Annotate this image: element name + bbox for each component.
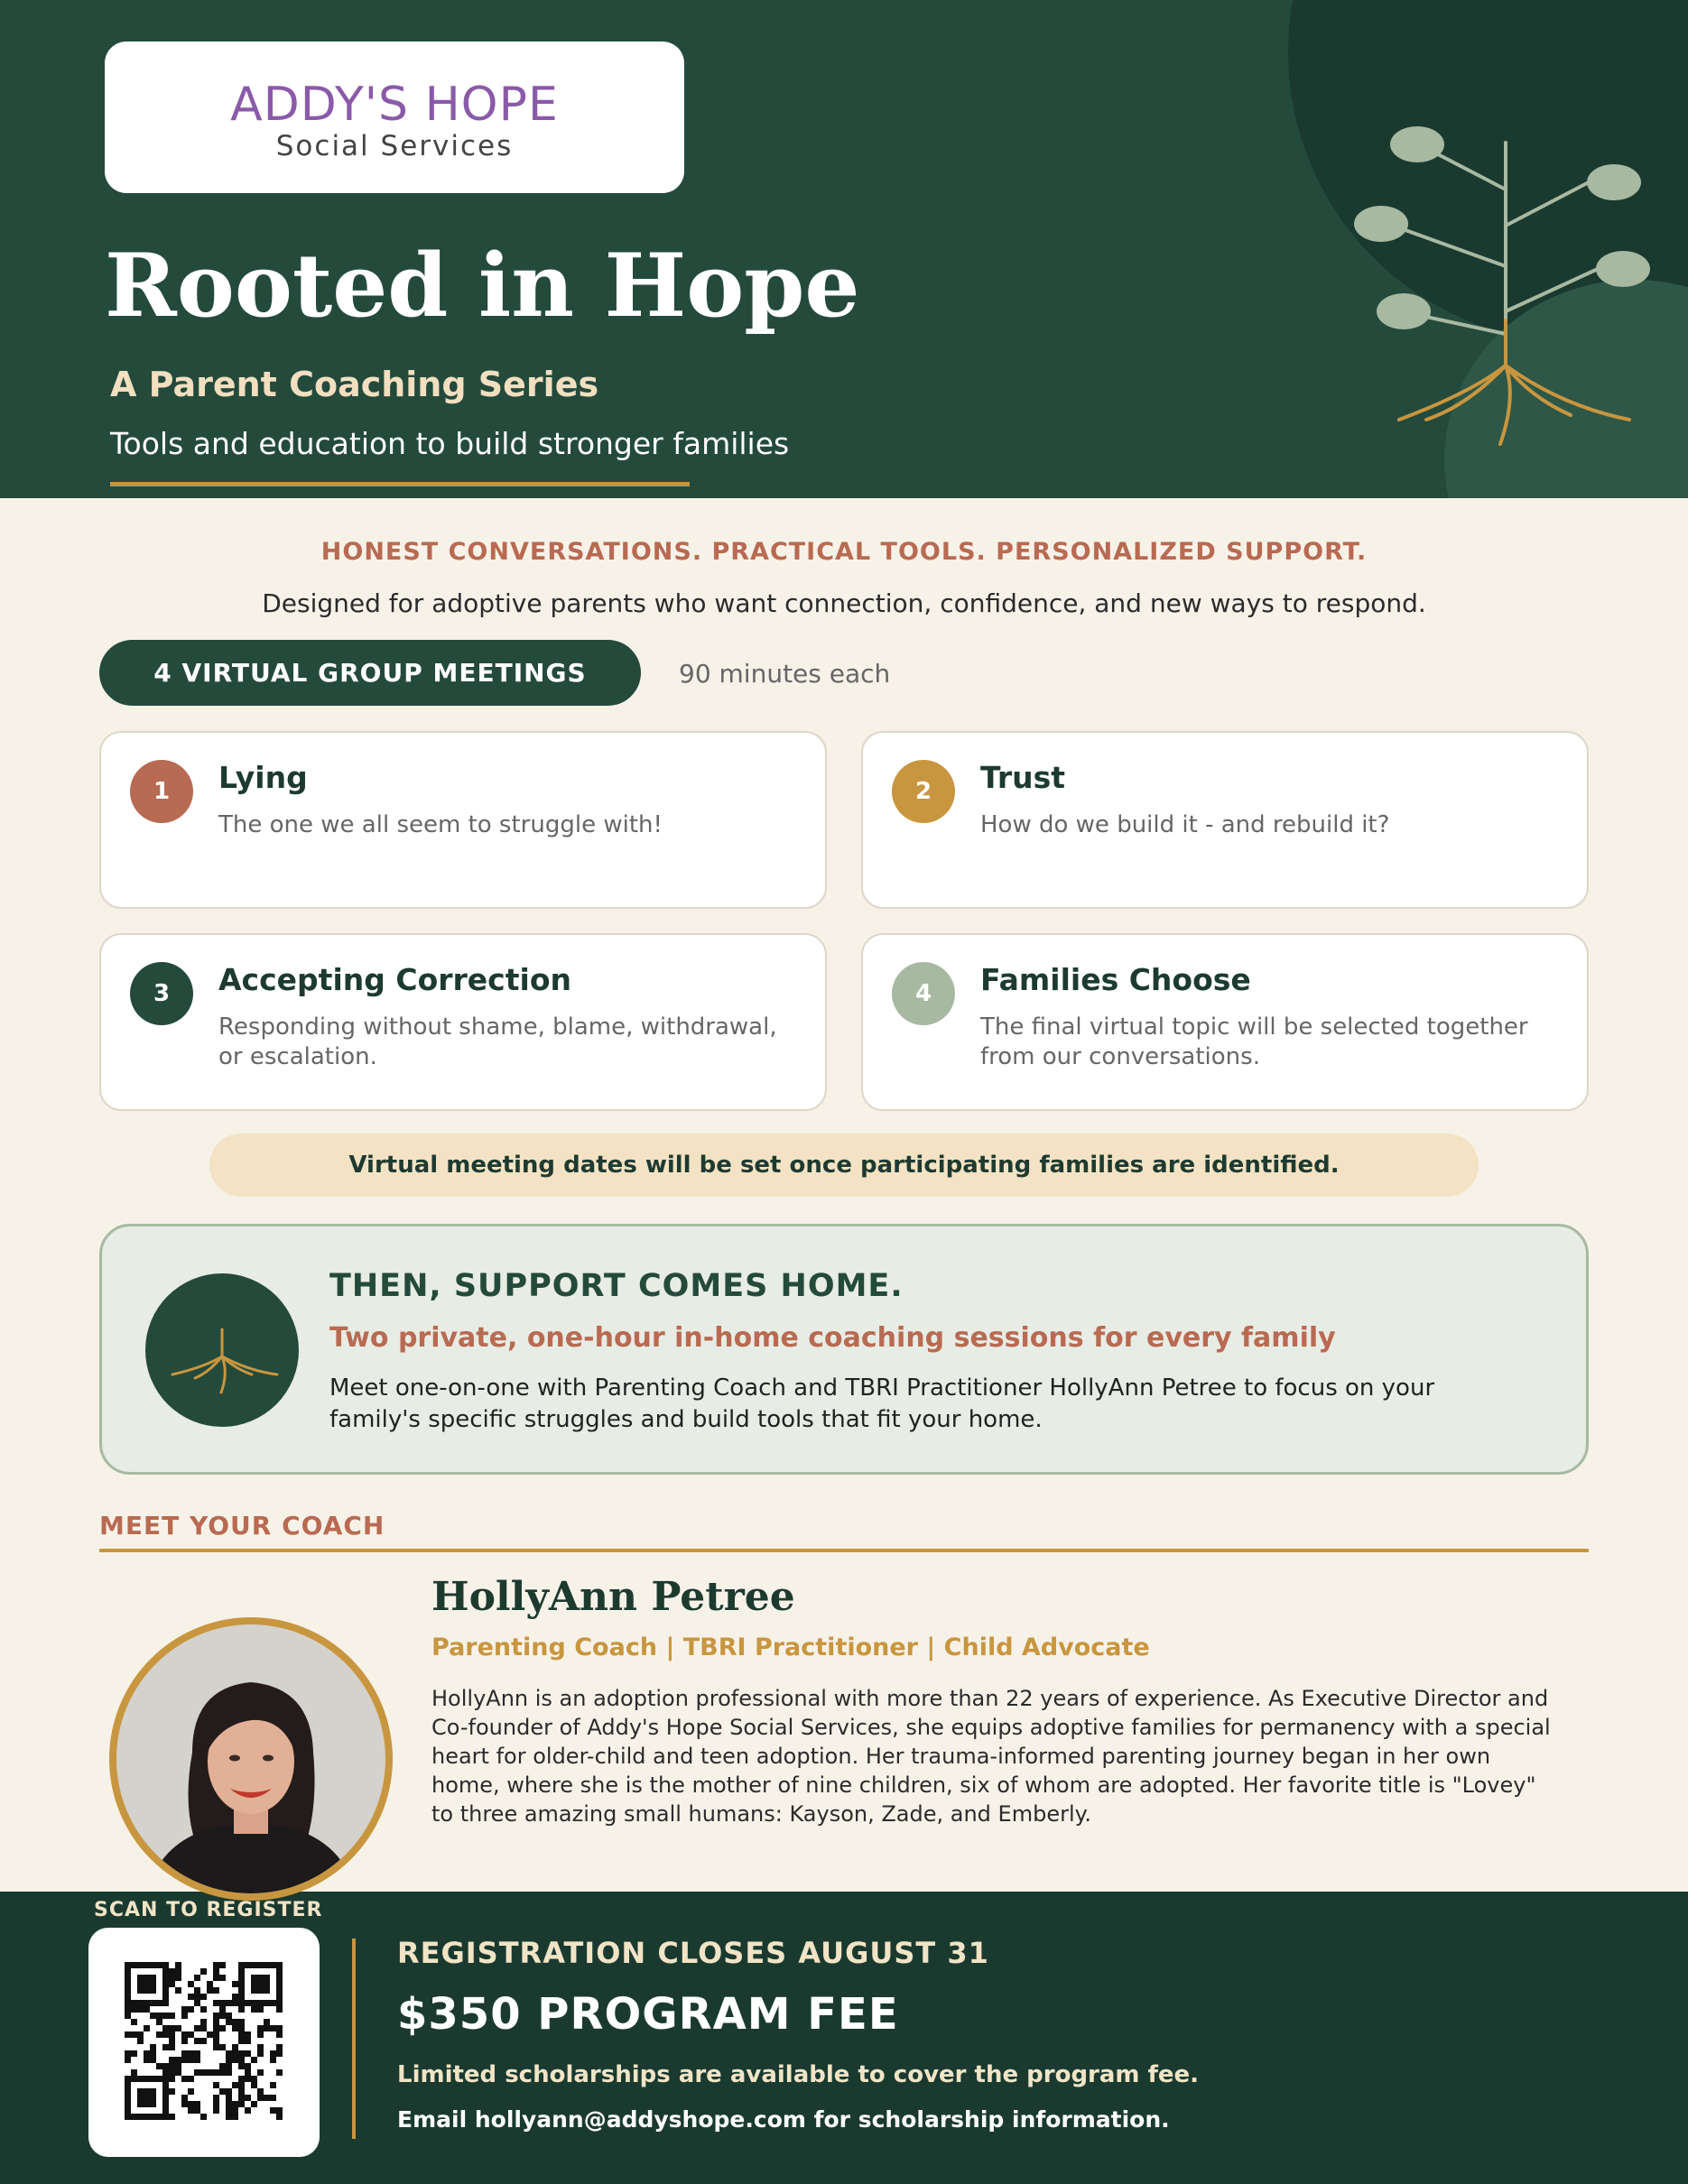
- session-number-badge: 4: [892, 962, 955, 1025]
- scan-label: SCAN TO REGISTER: [94, 1899, 323, 1921]
- page-tagline: Tools and education to build stronger families: [110, 426, 790, 461]
- session-title: Trust: [980, 760, 1066, 795]
- coach-name: HollyAnn Petree: [431, 1574, 795, 1620]
- scholarship-email: Email hollyann@addyshope.com for scholarship information.: [397, 2106, 1170, 2133]
- tree-with-roots-icon: [1336, 108, 1661, 451]
- session-card-3: [99, 933, 827, 1111]
- meetings-duration: 90 minutes each: [679, 659, 891, 689]
- session-card-1: [99, 731, 827, 909]
- session-card-2: [861, 731, 1589, 909]
- session-description: The final virtual topic will be selected together from our conversations.: [980, 1013, 1528, 1070]
- scholarship-note: Limited scholarships are available to cover the program fee.: [397, 2061, 1200, 2088]
- header-divider: [110, 482, 690, 486]
- session-number-badge: 1: [130, 760, 193, 823]
- intro-kicker: HONEST CONVERSATIONS. PRACTICAL TOOLS. PERSONALIZED SUPPORT.: [320, 538, 1368, 566]
- support-title: THEN, SUPPORT COMES HOME.: [329, 1268, 904, 1304]
- session-title: Families Choose: [980, 962, 1251, 997]
- coach-section-label: MEET YOUR COACH: [99, 1511, 385, 1541]
- logo-wordmark: ADDY'S HOPE: [230, 78, 559, 132]
- session-description: Responding without shame, blame, withdrawal, or escalation.: [218, 1013, 777, 1070]
- logo-card: [105, 42, 684, 193]
- coach-divider: [99, 1549, 1589, 1552]
- roots-icon: [145, 1273, 299, 1427]
- session-number-badge: 2: [892, 760, 955, 823]
- logo-subtitle: Social Services: [275, 130, 514, 162]
- qr-code-icon[interactable]: [88, 1928, 320, 2157]
- program-fee: $350 PROGRAM FEE: [397, 1989, 899, 2040]
- intro-text: Designed for adoptive parents who want connection, confidence, and new ways to respond.: [262, 588, 1426, 618]
- header-banner: [0, 0, 1688, 498]
- support-subtitle: Two private, one-hour in-home coaching sessions for every family: [329, 1322, 1336, 1354]
- session-title: Lying: [218, 760, 308, 795]
- coach-roles: Parenting Coach | TBRI Practitioner | Child Advocate: [431, 1633, 1150, 1661]
- dates-note: Virtual meeting dates will be set once participating families are identified.: [209, 1134, 1479, 1197]
- session-title: Accepting Correction: [218, 962, 571, 997]
- session-number-badge: 3: [130, 962, 193, 1025]
- session-description: The one we all seem to struggle with!: [218, 811, 663, 838]
- registration-deadline: REGISTRATION CLOSES AUGUST 31: [397, 1936, 989, 1970]
- coach-portrait-photo: [109, 1617, 393, 1901]
- session-card-4: [861, 933, 1589, 1111]
- footer-divider: [352, 1939, 356, 2139]
- session-description: How do we build it - and rebuild it?: [980, 811, 1390, 838]
- page-subtitle: A Parent Coaching Series: [110, 365, 599, 404]
- support-body: Meet one-on-one with Parenting Coach and TBRI Practitioner HollyAnn Petree to focus on your family's specific struggles and build tools that fit your home.: [329, 1374, 1435, 1433]
- meetings-pill: 4 VIRTUAL GROUP MEETINGS: [99, 640, 641, 706]
- support-box: [99, 1224, 1589, 1475]
- page-title: Rooted in Hope: [105, 235, 860, 337]
- coach-bio: HollyAnn is an adoption professional with more than 22 years of experience. As Executive Director and Co-founder of Addy's Hope Social Services, she equips adoptive families for permanency with a special heart for older-child and teen adoption. Her trauma-informed parenting journey began in her own home, where she is the mother of nine children, six of whom are adopted. Her favorite title is "Lovey" to three amazing small humans: Kayson, Zade, and Emberly.: [431, 1686, 1551, 1827]
